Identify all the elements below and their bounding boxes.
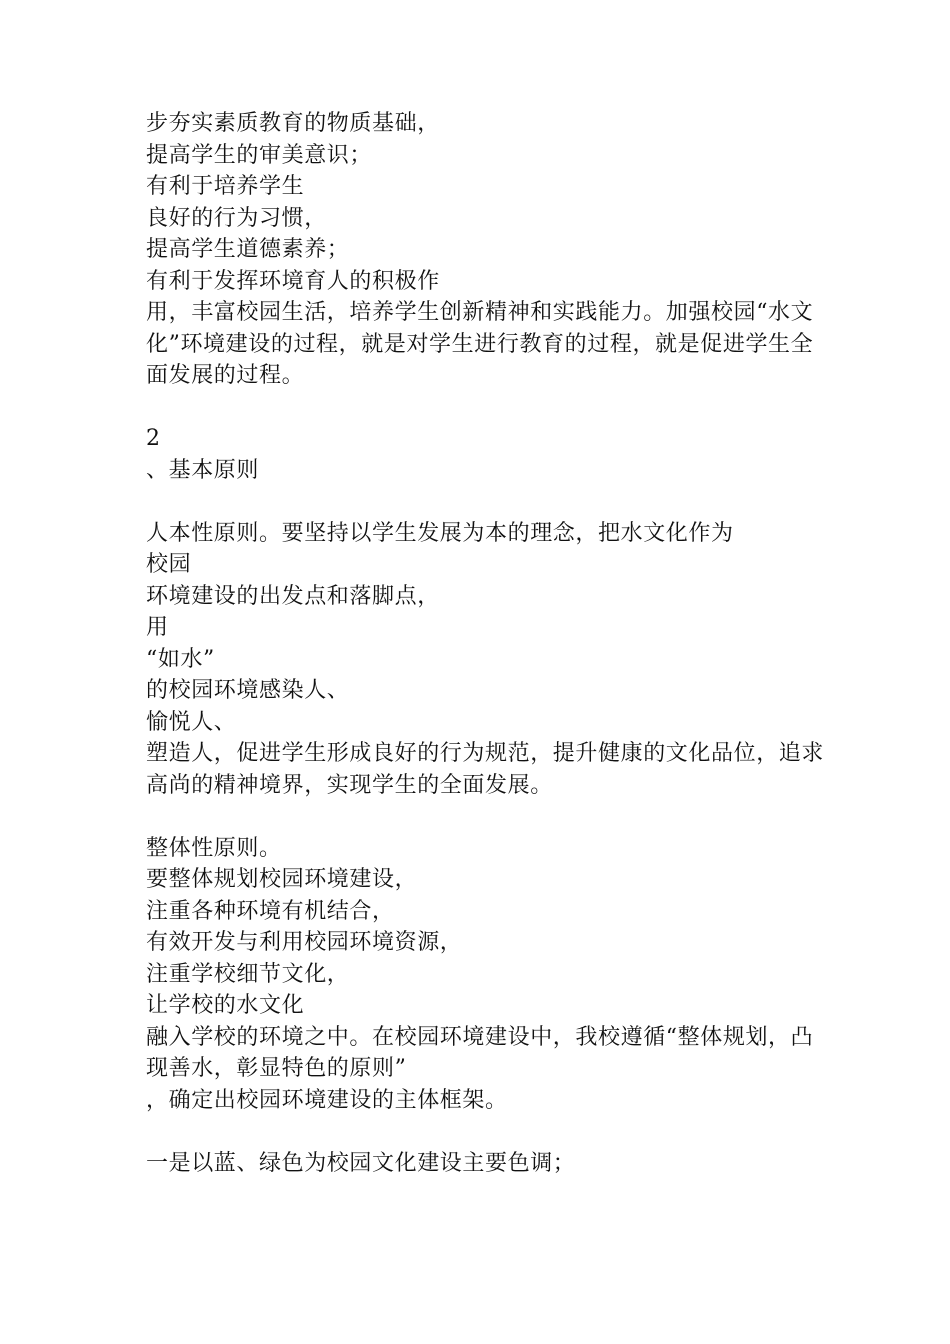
paragraph-color-tone [146,1148,806,1180]
text-line: 塑造人，促进学生形成良好的行为规范，提升健康的文化品位，追求 [146,741,825,766]
text-line: 高尚的精神境界，实现学生的全面发展。 [146,772,553,798]
text-line: 整体性原则。 [146,835,282,861]
text-line: 提高学生的审美意识； [146,142,373,168]
text-line: ，确定出校园环境建设的主体框架。 [146,1087,508,1113]
text-line: 要整体规划校园环境建设， [146,867,418,892]
text-line: 愉悦人、 [146,709,237,735]
text-line: 人本性原则。要坚持以学生发展为本的理念，把水文化作为 [146,520,734,546]
text-line: 有效开发与利用校园环境资源， [146,930,463,955]
text-line: 有利于培养学生 [146,174,305,199]
text-line: 步夯实素质教育的物质基础， [146,111,440,136]
paragraph-gap [146,392,806,424]
text-line: 注重学校细节文化， [146,961,350,987]
text-line: 的校园环境感染人、 [146,678,350,703]
text-line: 现善水，彰显特色的原则” [146,1056,407,1081]
text-line: 用，丰富校园生活，培养学生创新精神和实践能力。加强校园“水文 [146,300,814,325]
text-line: 提高学生道德素养； [146,237,350,262]
text-line: 有利于发挥环境育人的积极作 [146,268,440,294]
text-line: 注重各种环境有机结合， [146,898,395,924]
paragraph-gap [146,1116,806,1148]
text-line: 一是以蓝、绿色为校园文化建设主要色调； [146,1150,576,1176]
document-page [146,108,825,1179]
text-line: 化”环境建设的过程，就是对学生进行教育的过程，就是促进学生全 [146,331,814,357]
paragraph-gap [146,801,806,833]
text-line: 用 [146,615,169,640]
paragraph-gap [146,486,806,518]
text-line: 环境建设的出发点和落脚点， [146,583,440,609]
paragraph-humanistic-principle [146,518,825,802]
text-line: 让学校的水文化 [146,993,305,1018]
text-line: 面发展的过程。 [146,363,305,388]
text-line: 融入学校的环境之中。在校园环境建设中，我校遵循“整体规划，凸 [146,1024,814,1050]
section-number: 2 [146,426,161,451]
text-line: 良好的行为习惯， [146,205,327,231]
text-line: “如水” [146,646,215,672]
text-line: 校园 [146,552,192,577]
paragraph-material-basis [146,108,814,392]
section-title: 、基本原则 [146,457,260,483]
paragraph-holistic-principle [146,833,814,1117]
